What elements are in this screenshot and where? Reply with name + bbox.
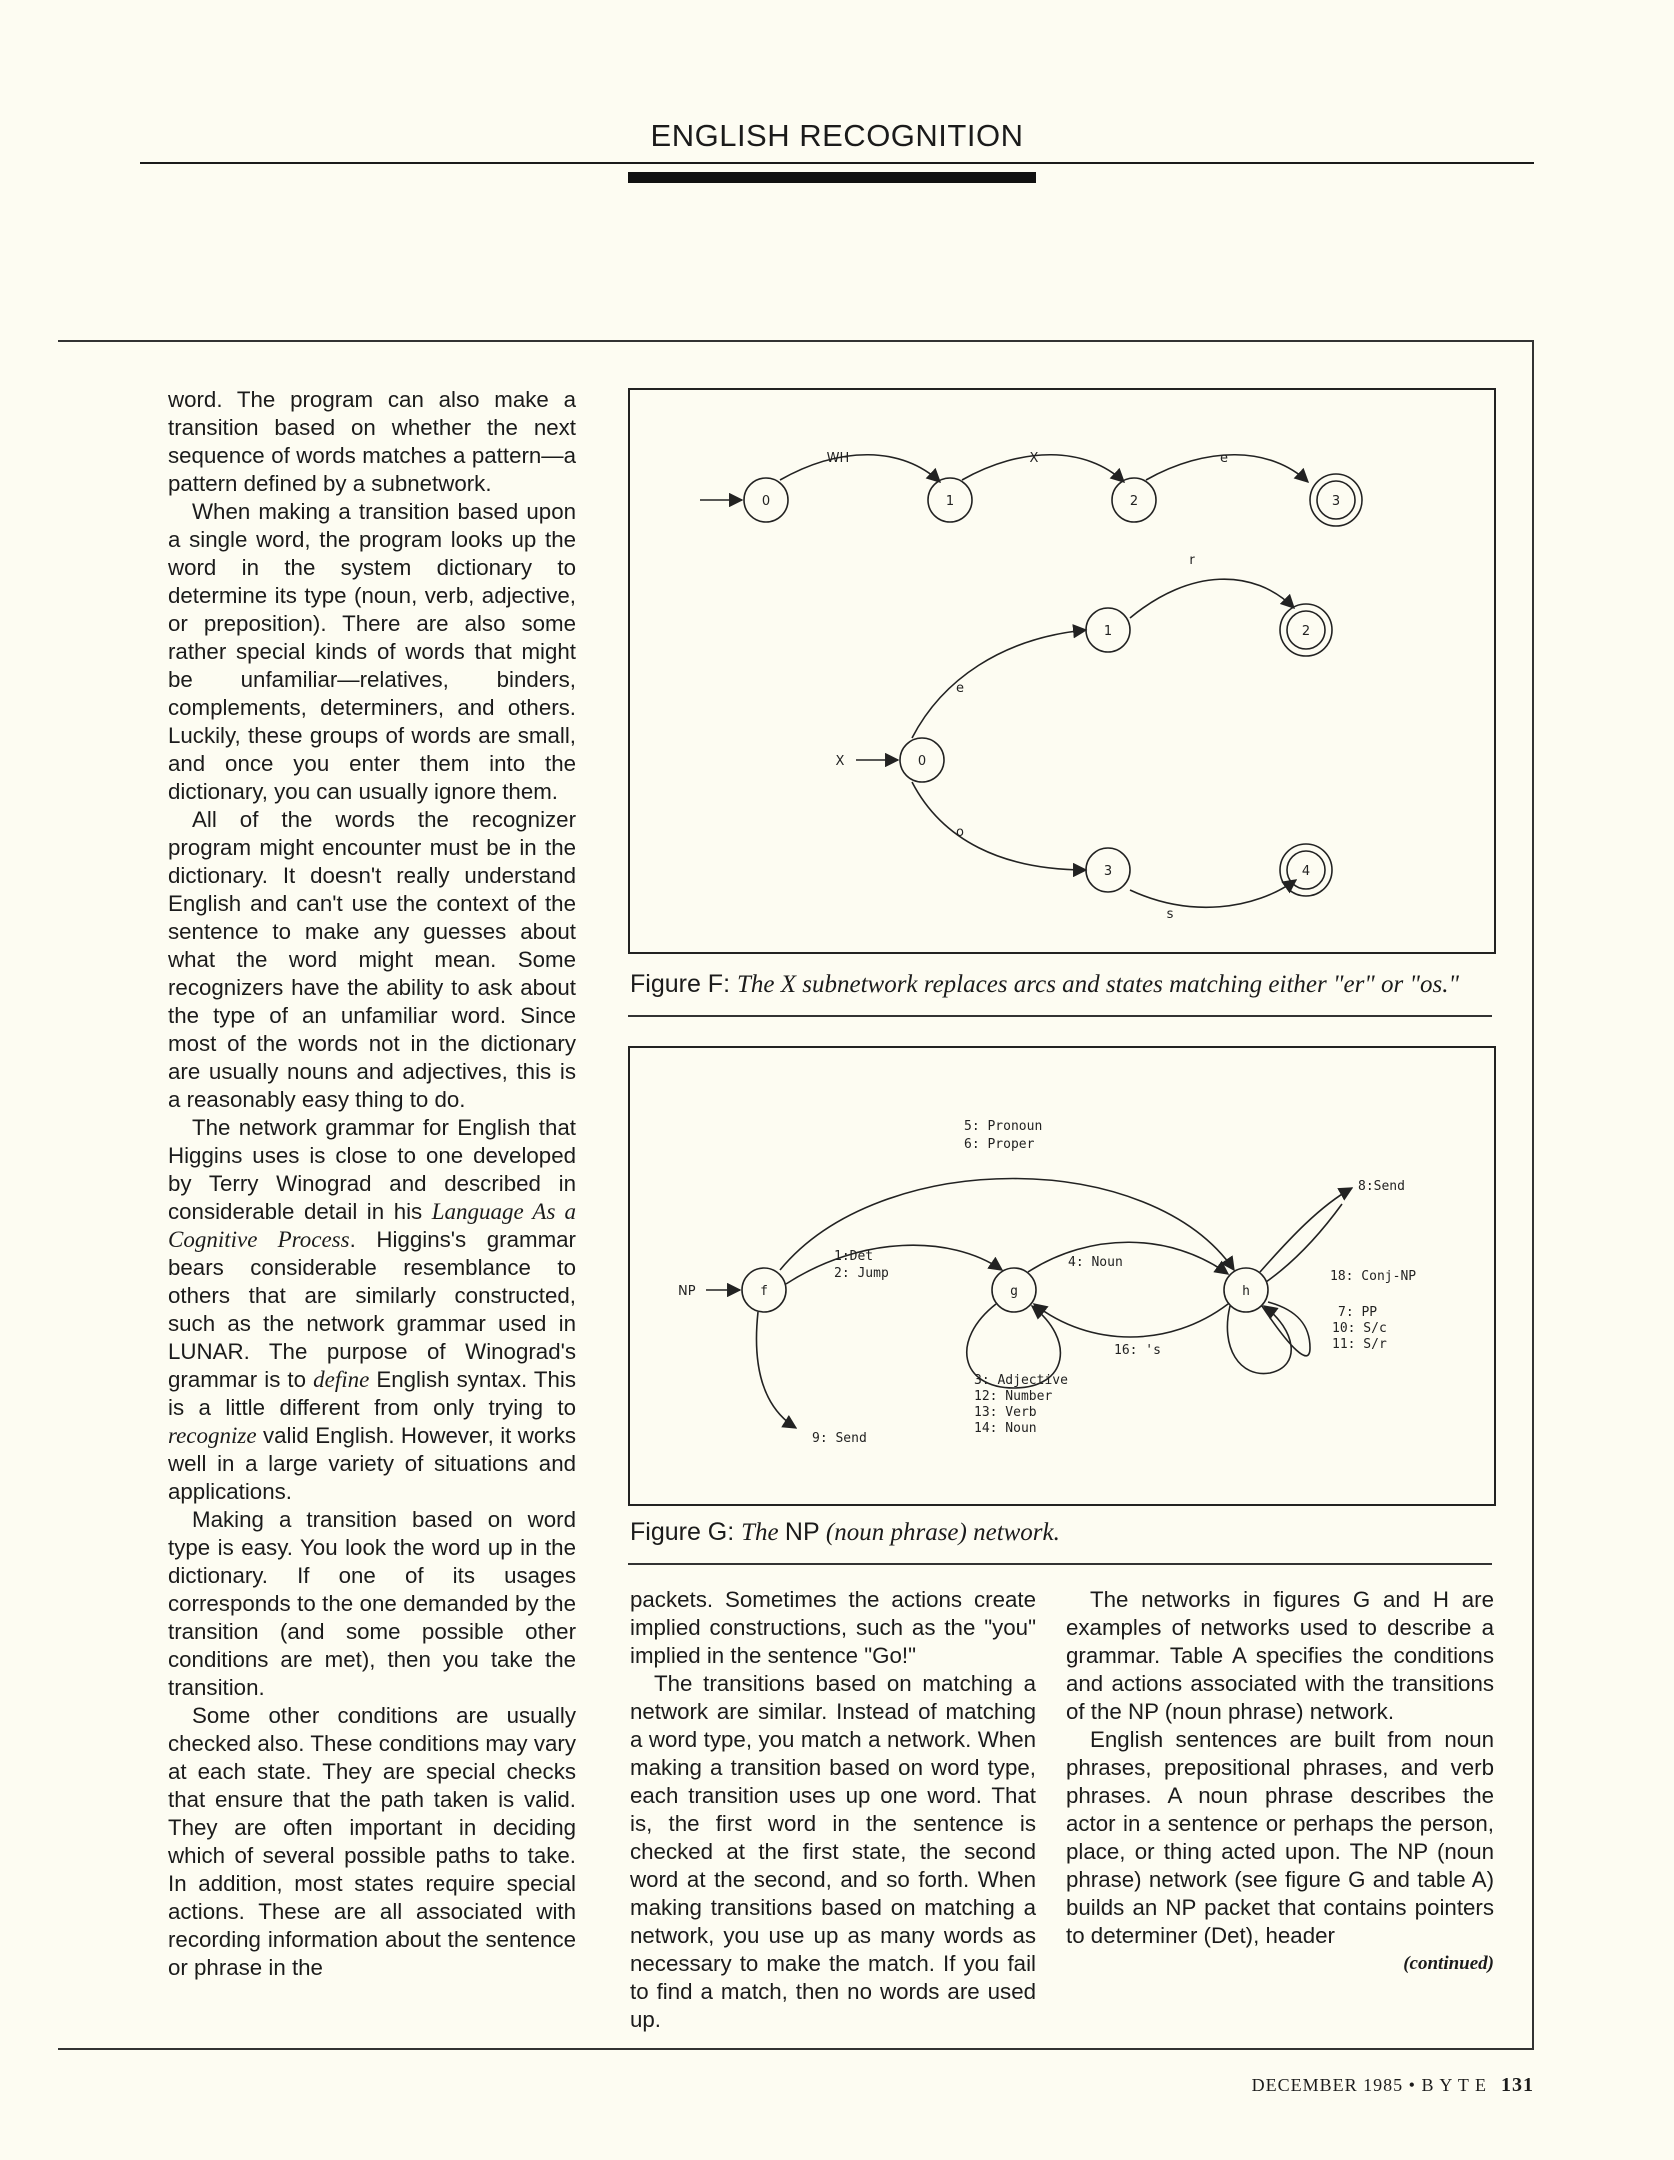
page-footer (1252, 2074, 1534, 2097)
loop-h (1227, 1306, 1291, 1374)
state-label: 0 (917, 754, 927, 769)
text-run: English syntax. This is a little different from only trying to (168, 1367, 576, 1420)
box-top-rule (58, 340, 1534, 342)
emphasis: recognize (168, 1423, 257, 1448)
arc-label: 5: Pronoun (964, 1119, 1043, 1134)
state-label: g (1010, 1284, 1018, 1299)
arc-label: 12: Number (974, 1389, 1053, 1404)
arc-wh (780, 455, 940, 482)
paragraph: packets. Sometimes the actions create implied constructions, such as the "you" implied in the sentence "Go!" (630, 1587, 1036, 1668)
text-column-3 (1066, 1586, 1494, 1978)
sub-entry-label: X (835, 754, 845, 769)
state-label: f (760, 1284, 768, 1299)
arc-label: e (956, 681, 964, 696)
paragraph (168, 1114, 576, 1506)
figure-g-caption (630, 1518, 1060, 1547)
arc-label: 1:Det (834, 1249, 874, 1264)
paragraph: Making a transition based on word type is easy. You look the word up in the dictionary. If one of its usages corresponds to the one demanded by the transition (and some possible other conditions are met), then you take the transition. (168, 1507, 576, 1700)
arc-label: 11: S/r (1332, 1337, 1387, 1352)
issue-line: DECEMBER 1985 • B Y T E (1251, 2075, 1487, 2095)
arc-label: 7: PP (1338, 1305, 1378, 1320)
arc-x (962, 455, 1124, 482)
caption-rule (628, 1015, 1492, 1017)
state-label: 2 (1301, 624, 1311, 639)
arc-send-8 (1260, 1188, 1352, 1272)
arc-label: 4: Noun (1068, 1255, 1123, 1270)
arc-send-9 (757, 1312, 796, 1428)
figure-f (628, 388, 1496, 954)
arc-label: o (956, 825, 964, 840)
paragraph: When making a transition based upon a single word, the program looks up the word in the system dictionary to determine its type (noun, verb, adjective, or preposition). There are also some rather special kinds of words that might be unfamiliar—relatives, binders, complements, determiners, and others. Luckily, these groups of words are small, and once you enter them into the dictionary, you can usually ignore them. (168, 499, 576, 804)
state-label: 3 (1103, 864, 1113, 879)
caption-np: NP (784, 1518, 820, 1546)
arc-label: 2: Jump (834, 1266, 889, 1281)
arc-label: X (1029, 451, 1039, 466)
arc-noun (1028, 1242, 1228, 1274)
state-label: h (1242, 1284, 1250, 1299)
arc-det-jump (786, 1245, 1002, 1284)
book-title: Language As a Cognitive Process (168, 1199, 576, 1252)
arc-label: 16: 's (1114, 1343, 1161, 1358)
header-bar (628, 172, 1036, 183)
caption-text: The X subnetwork replaces arcs and states matching either "er" or "os." (736, 971, 1459, 998)
text-run: . Higgins's grammar bears considerable resemblance to others that are similarly constructed, such as the network grammar used in LUNAR. The purpose of Winograd's grammar is to (168, 1227, 576, 1392)
arc-label: 18: Conj-NP (1330, 1269, 1417, 1284)
emphasis: define (313, 1367, 370, 1392)
paragraph: English sentences are built from noun phrases, prepositional phrases, and verb phrases. A noun phrase describes the actor in a sentence or perhaps the person, place, or thing acted upon. The NP (noun phrase) network (see figure G and table A) builds an NP packet that contains pointers to determiner (Det), header (1066, 1727, 1494, 1948)
page-number: 131 (1501, 2074, 1534, 2096)
text-run: The network grammar for English that Higgins uses is close to one developed by Terry Winograd and described in considerable detail in his (168, 1115, 576, 1224)
page-header-title: ENGLISH RECOGNITION (650, 118, 1024, 153)
arc-label: s (1166, 907, 1174, 922)
caption-rule (628, 1563, 1492, 1565)
arc-possessive (1034, 1304, 1228, 1337)
paragraph: Some other conditions are usually checked also. These conditions may vary at each state. They are special checks that ensure that the path taken is valid. They are often important in deciding which of several possible paths to take. In addition, most states require special actions. These are all associated with recording information about the sentence or phrase in the (168, 1703, 576, 1980)
arc-s (1130, 880, 1296, 907)
arc-label: e (1220, 451, 1228, 466)
state-label: 3 (1331, 494, 1341, 509)
arc-label: 9: Send (812, 1431, 867, 1446)
arc-label: 6: Proper (964, 1137, 1035, 1152)
paragraph: The transitions based on matching a network are similar. Instead of matching a word type, you match a network. When making a transition based on word type, each transition uses up one word. That is, the first word in the sentence is checked at the first state, the second word at the second, and so forth. When making transitions based on matching a network, you use up as many words as necessary to make the match. If you fail to find a match, then no words are used up. (630, 1671, 1036, 2032)
arc-label: 10: S/c (1332, 1321, 1387, 1336)
header-rule (140, 162, 1534, 164)
arc-label: 8:Send (1358, 1179, 1405, 1194)
box-bottom-rule (58, 2048, 1534, 2050)
arc-r (1130, 579, 1294, 618)
arc-o (912, 782, 1086, 870)
caption-text: (noun phrase) network. (819, 1519, 1060, 1546)
box-right-rule (1532, 340, 1534, 2050)
caption-label: Figure G: (630, 1518, 735, 1546)
state-label: 1 (945, 494, 955, 509)
caption-label: Figure F: (630, 970, 731, 998)
entry-label: NP (678, 1284, 696, 1299)
caption-text: The (741, 1519, 785, 1546)
arc-label: 3: Adjective (974, 1373, 1068, 1388)
state-label: 0 (761, 494, 771, 509)
text-column-2 (630, 1586, 1036, 2034)
arc-label: 14: Noun (974, 1421, 1037, 1436)
text-run: valid English. However, it works well in a large variety of situations and applications. (168, 1423, 576, 1504)
paragraph: word. The program can also make a transition based on whether the next sequence of words matches a pattern—a pattern defined by a subnetwork. (168, 387, 576, 496)
figure-g (628, 1046, 1496, 1506)
state-label: 1 (1103, 624, 1113, 639)
state-label: 4 (1301, 864, 1311, 879)
paragraph: All of the words the recognizer program might encounter must be in the dictionary. It doesn't really understand English and can't use the context of the sentence to make any guesses about what the word might mean. Some recognizers have the ability to ask about the type of an unfamiliar word. Since most of the words not in the dictionary are usually nouns and adjectives, this is a reasonably easy thing to do. (168, 807, 576, 1112)
arc-label: 13: Verb (974, 1405, 1037, 1420)
figure-f-caption (630, 970, 1459, 999)
arc-e-sub (912, 630, 1086, 738)
text-column-1 (168, 386, 576, 1982)
paragraph: The networks in figures G and H are examples of networks used to describe a grammar. Table A specifies the conditions and actions associated with the transitions of the NP (noun phrase) network. (1066, 1587, 1494, 1724)
state-label: 2 (1129, 494, 1139, 509)
arc-label: WH (826, 451, 850, 466)
continued-note: (continued) (1403, 1953, 1494, 1974)
arc-label: r (1189, 553, 1195, 568)
